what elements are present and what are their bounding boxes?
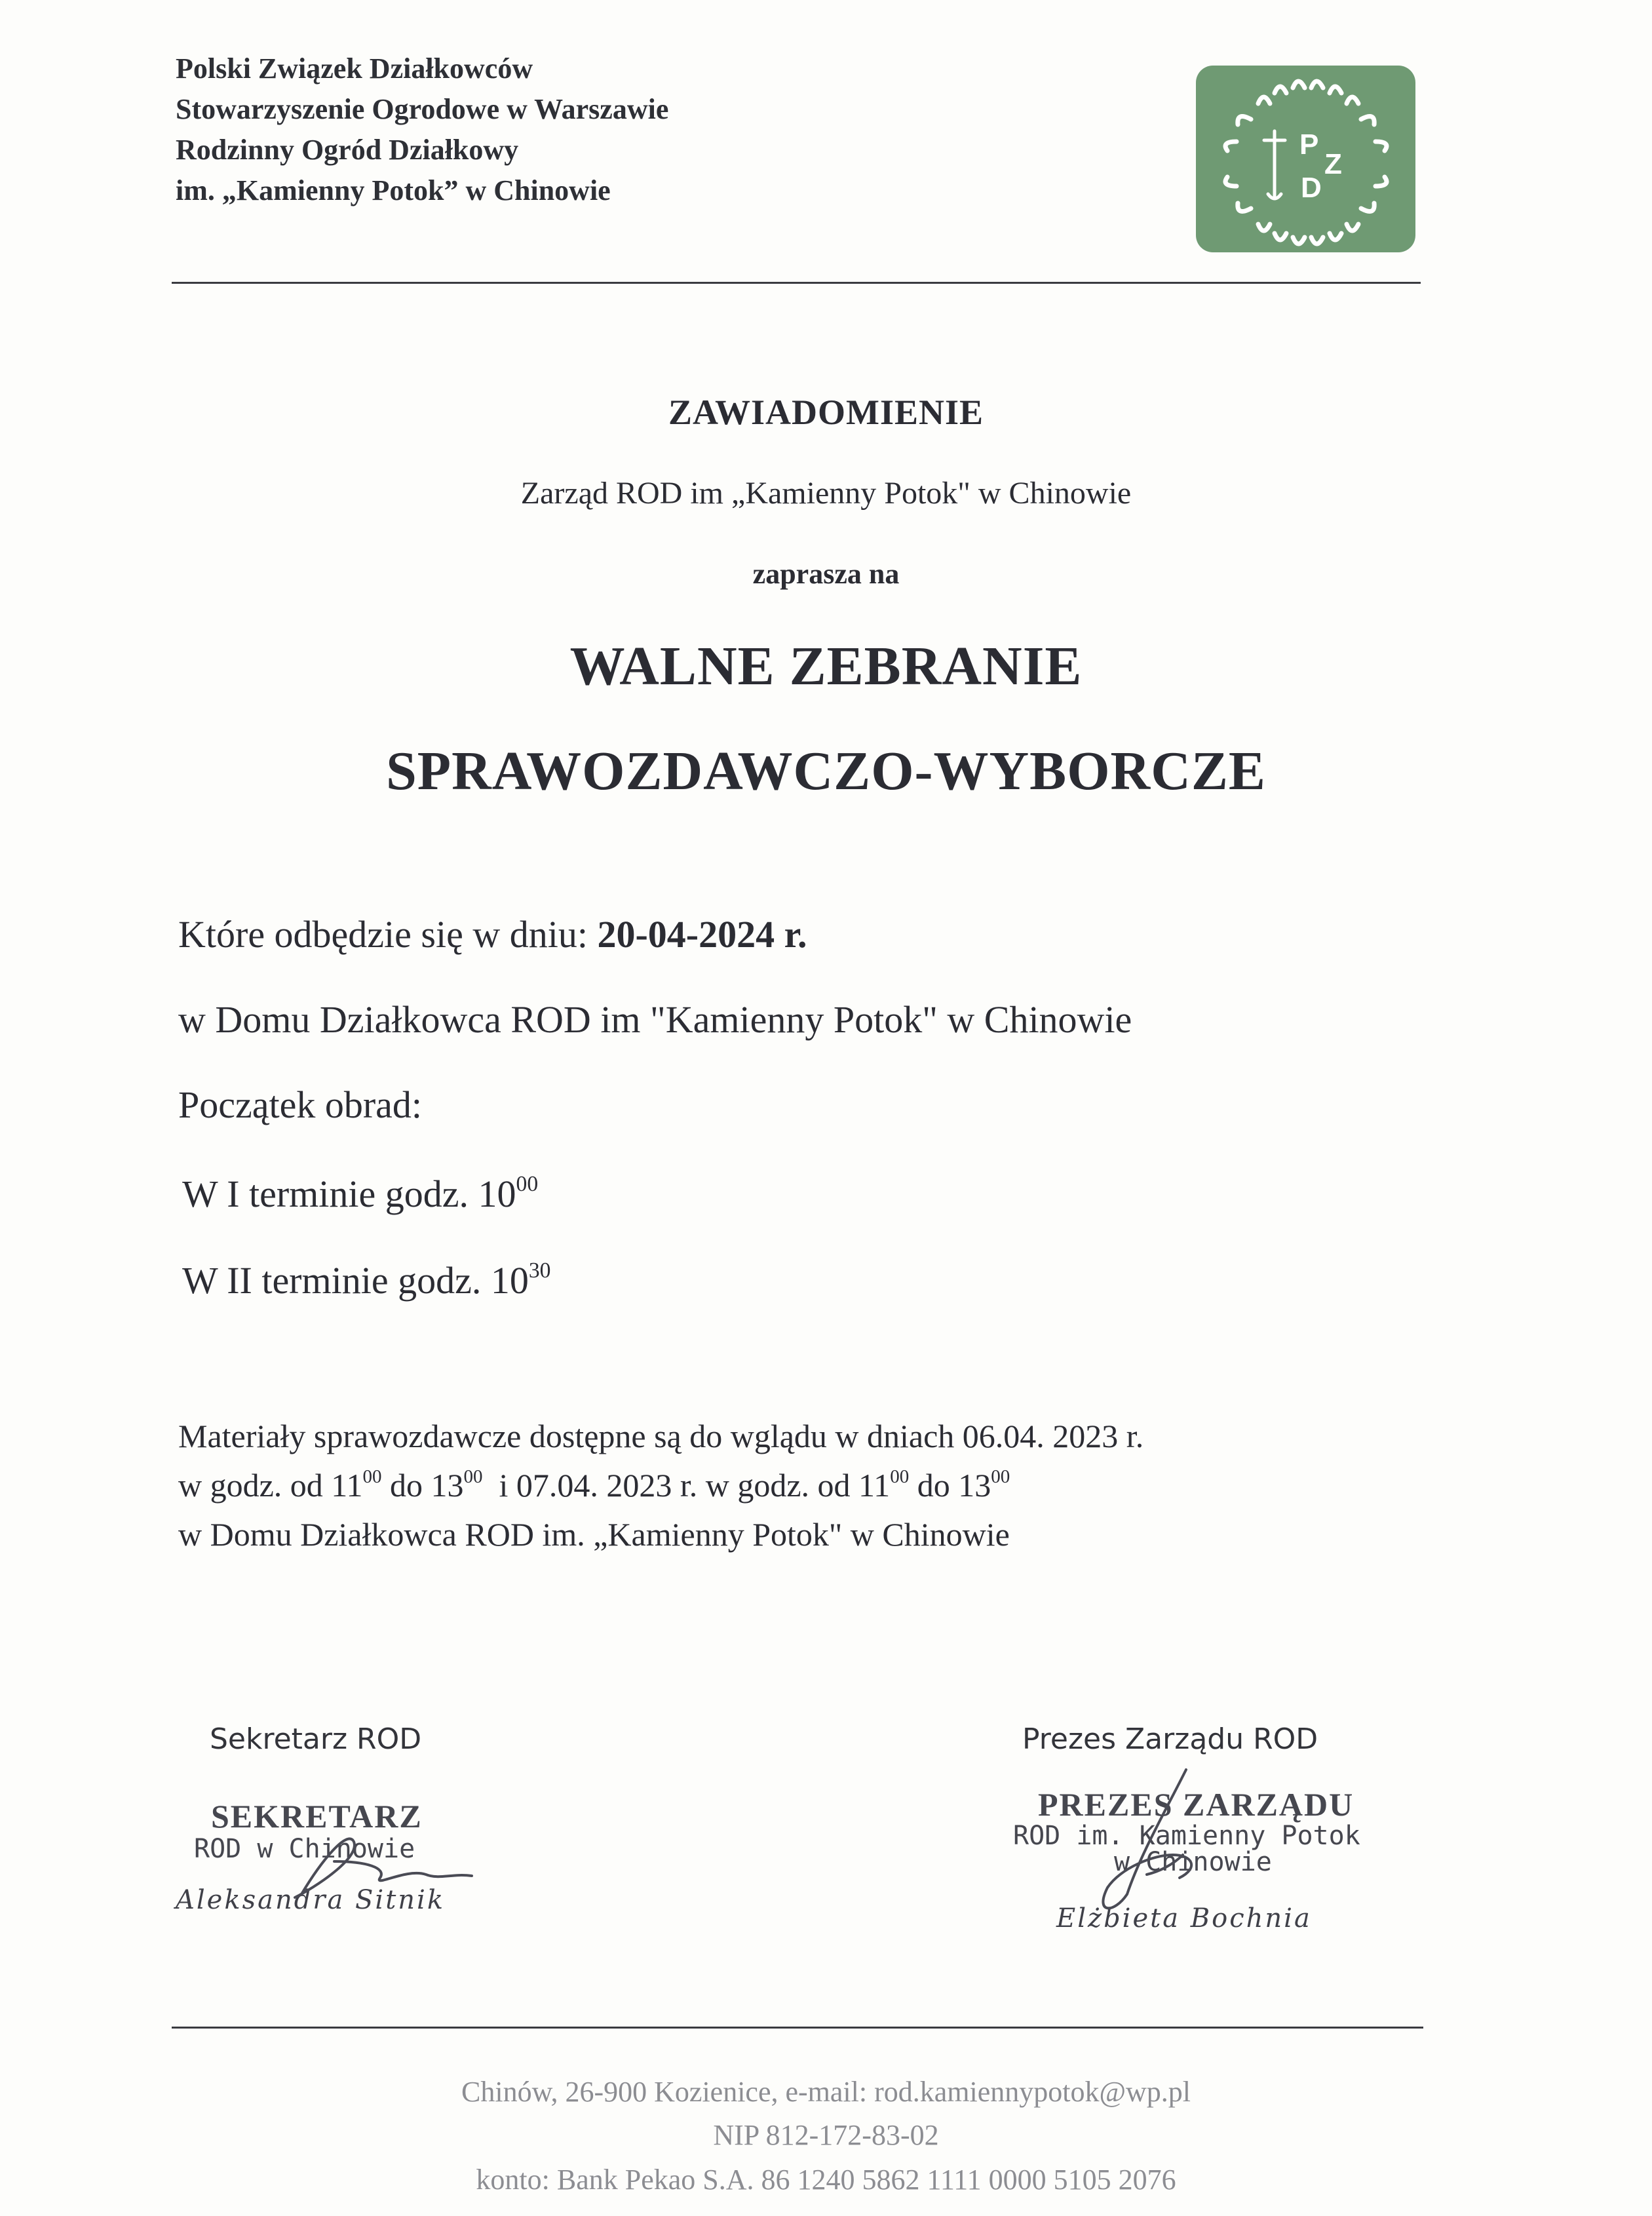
president-stamp-title: PREZES ZARZĄDU <box>1038 1786 1354 1823</box>
materials-hours-from-1: w godz. od 11 <box>178 1467 363 1504</box>
notice-verb: zaprasza na <box>752 558 900 590</box>
materials-line-1: Materiały sprawozdawcze dostępne są do wglądu w dniach 06.04. 2023 r. <box>178 1418 1144 1454</box>
materials-sup-4: 00 <box>991 1466 1010 1488</box>
footer-bank-account: konto: Bank Pekao S.A. 86 1240 5862 1111 0000 5105 2076 <box>476 2164 1176 2196</box>
second-term-minutes: 30 <box>528 1258 551 1283</box>
secretary-label: Sekretarz ROD <box>210 1722 422 1756</box>
materials-sup-3: 00 <box>890 1466 910 1488</box>
first-term-minutes: 00 <box>516 1171 539 1196</box>
logo-letter-d: D <box>1301 172 1322 204</box>
secretary-stamp-line: ROD w Chinowie <box>194 1834 415 1864</box>
president-label: Prezes Zarządu ROD <box>1022 1722 1318 1756</box>
footer-nip: NIP 812-172-83-02 <box>713 2119 939 2151</box>
president-stamp-line-1: ROD im. Kamienny Potok <box>1013 1821 1360 1851</box>
first-term-text: W I terminie godz. 10 <box>182 1173 516 1215</box>
date-prefix: Które odbędzie się w dniu: <box>178 913 598 956</box>
second-term-text: W II terminie godz. 10 <box>182 1259 529 1302</box>
materials-second-day: i 07.04. 2023 r. w godz. od 11 <box>482 1467 891 1504</box>
president-stamp-line-2: w Chinowie <box>1114 1847 1272 1877</box>
second-term-time <box>182 1258 550 1302</box>
header-divider <box>172 282 1421 284</box>
meeting-place: w Domu Działkowca ROD im "Kamienny Potok" w Chinowie <box>178 998 1132 1041</box>
logo-letter-z: Z <box>1324 148 1342 180</box>
meeting-date-line <box>178 912 807 956</box>
meeting-title-line-2: SPRAWOZDAWCZO-WYBORCZE <box>386 741 1266 802</box>
materials-line-3: w Domu Działkowca ROD im. „Kamienny Potok" w Chinowie <box>178 1516 1010 1553</box>
notice-heading: ZAWIADOMIENIE <box>668 393 984 432</box>
secretary-stamp-name: Aleksandra Sitnik <box>176 1885 446 1915</box>
org-line-1: Polski Związek Działkowców <box>176 52 533 85</box>
meeting-title-line-1: WALNE ZEBRANIE <box>569 636 1083 697</box>
start-heading: Początek obrad: <box>178 1083 423 1126</box>
org-line-2: Stowarzyszenie Ogrodowe w Warszawie <box>176 93 669 125</box>
notice-from: Zarząd ROD im „Kamienny Potok" w Chinowie <box>520 476 1132 511</box>
org-line-3: Rodzinny Ogród Działkowy <box>176 134 519 166</box>
footer-divider <box>172 2027 1423 2029</box>
materials-sup-1: 00 <box>362 1466 382 1488</box>
materials-sup-2: 00 <box>463 1466 483 1488</box>
first-term-time <box>182 1172 538 1216</box>
materials-line-2 <box>178 1466 1010 1504</box>
secretary-stamp-title: SEKRETARZ <box>211 1798 423 1835</box>
materials-hours-to-2: do 13 <box>909 1467 991 1504</box>
pzd-logo-icon <box>1196 66 1415 252</box>
president-stamp-name: Elżbieta Bochnia <box>1056 1903 1312 1934</box>
logo-letter-p: P <box>1299 128 1319 161</box>
org-line-4: im. „Kamienny Potok” w Chinowie <box>176 174 611 206</box>
materials-hours-to-1: do 13 <box>381 1467 464 1504</box>
meeting-date: 20-04-2024 r. <box>597 913 807 956</box>
organization-header <box>176 49 668 211</box>
footer-address: Chinów, 26-900 Kozienice, e-mail: rod.kamiennypotok@wp.pl <box>461 2076 1191 2108</box>
